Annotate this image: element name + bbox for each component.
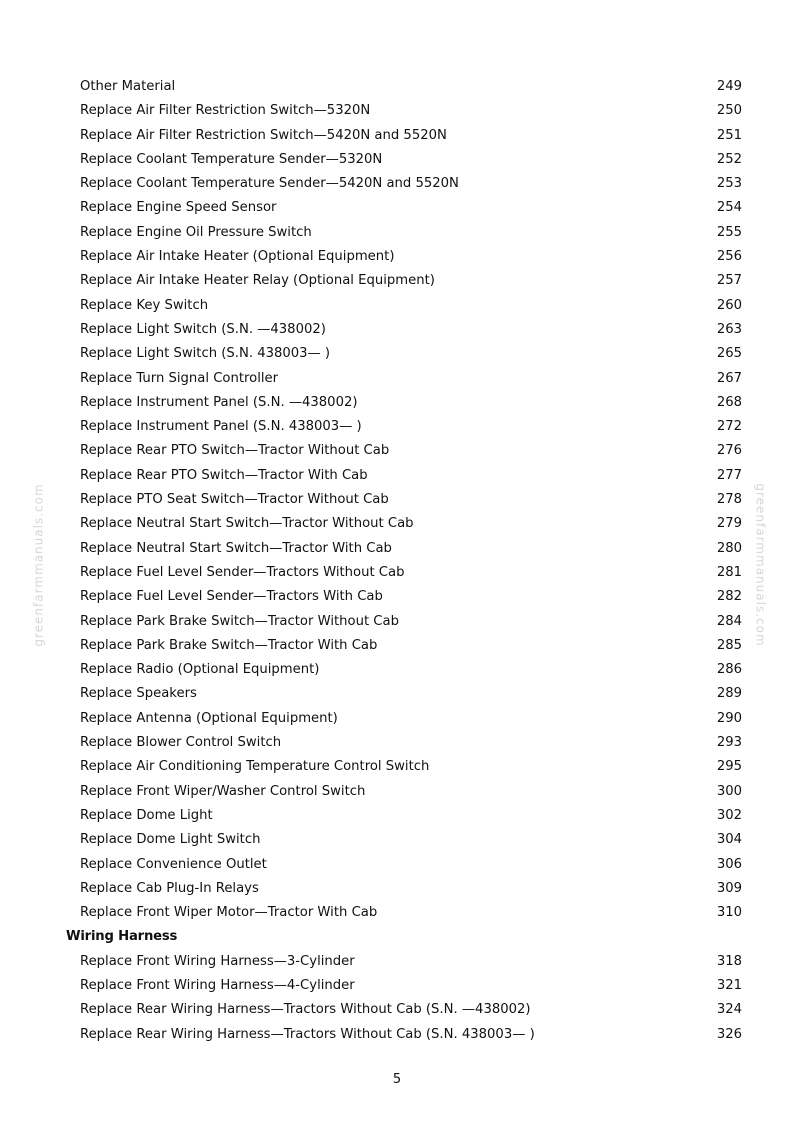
toc-entry-title: Replace Engine Oil Pressure Switch [80,224,312,240]
toc-entry[interactable] [0,464,794,488]
toc-entry-title: Replace Radio (Optional Equipment) [80,662,320,678]
toc-entry-page: 254 [716,200,742,216]
toc-entry-title: Replace Air Intake Heater (Optional Equipment) [80,249,395,265]
toc-entry-title: Replace Front Wiring Harness—4-Cylinder [80,977,355,993]
toc-entry-page: 306 [716,856,742,872]
toc-entry-page: 278 [716,492,742,508]
toc-entry-title: Replace Air Filter Restriction Switch—5320N [80,103,371,119]
toc-entry-title: Replace Instrument Panel (S.N. 438003— ) [80,419,362,435]
toc-entry[interactable] [0,658,794,682]
toc-entry-page: 304 [716,832,742,848]
toc-entry[interactable] [0,367,794,391]
toc-entry-page: 326 [716,1026,742,1042]
toc-entry-page: 267 [716,370,742,386]
toc-entry[interactable] [0,148,794,172]
toc-entry-title: Replace Dome Light [80,807,213,823]
toc-entry-page: 284 [716,613,742,629]
toc-entry[interactable] [0,124,794,148]
toc-entry[interactable] [0,901,794,925]
toc-entry-page: 279 [716,516,742,532]
toc-entry-title: Replace Rear Wiring Harness—Tractors Without Cab (S.N. 438003— ) [80,1026,535,1042]
toc-entry-title: Replace Cab Plug-In Relays [80,880,259,896]
toc-entry-page: 293 [716,735,742,751]
toc-entry[interactable] [0,780,794,804]
toc-entry[interactable] [0,828,794,852]
toc-entry[interactable] [0,342,794,366]
toc-entry-title: Replace Air Intake Heater Relay (Optional Equipment) [80,273,435,289]
toc-entry[interactable] [0,391,794,415]
toc-entry-title: Replace Park Brake Switch—Tractor With Cab [80,637,378,653]
toc-entry-page: 265 [716,346,742,362]
toc-entry[interactable] [0,1023,794,1047]
section-title: Wiring Harness [66,929,178,945]
toc-entry-title: Replace Air Filter Restriction Switch—5420N and 5520N [80,127,447,143]
toc-entry[interactable] [0,537,794,561]
toc-entry-page: 256 [716,249,742,265]
toc-entry-page: 268 [716,394,742,410]
toc-entry[interactable] [0,99,794,123]
toc-entry-page: 289 [716,686,742,702]
toc-entry[interactable] [0,974,794,998]
toc-entry[interactable] [0,561,794,585]
toc-entry-page: 300 [716,783,742,799]
toc-entry[interactable] [0,415,794,439]
toc-entry-title: Replace Rear PTO Switch—Tractor With Cab [80,467,368,483]
toc-entry[interactable] [0,707,794,731]
toc-entry-title: Replace Front Wiper/Washer Control Switch [80,783,366,799]
toc-entry-title: Replace Speakers [80,686,197,702]
toc-entry-title: Replace Convenience Outlet [80,856,267,872]
toc-entry[interactable] [0,439,794,463]
toc-entry-page: 257 [716,273,742,289]
toc-entry-title: Replace Instrument Panel (S.N. —438002) [80,394,358,410]
toc-entry-page: 249 [716,79,742,94]
toc-entry-title: Replace Neutral Start Switch—Tractor Without Cab [80,516,414,532]
table-of-contents [0,75,794,1047]
toc-entry[interactable] [0,318,794,342]
toc-entry[interactable] [0,877,794,901]
toc-entry[interactable] [0,682,794,706]
toc-entry-title: Replace Antenna (Optional Equipment) [80,710,338,726]
toc-entry[interactable] [0,950,794,974]
toc-entry[interactable] [0,998,794,1022]
toc-entry-title: Replace Front Wiper Motor—Tractor With Cab [80,905,378,921]
toc-entry-page: 251 [716,127,742,143]
toc-entry-page: 321 [716,977,742,993]
toc-entry-title: Replace Air Conditioning Temperature Control Switch [80,759,430,775]
toc-entry[interactable] [0,755,794,779]
toc-entry-title: Replace Light Switch (S.N. 438003— ) [80,346,331,362]
toc-entry-page: 295 [716,759,742,775]
toc-entry-title: Replace Park Brake Switch—Tractor Without Cab [80,613,399,629]
toc-entry-title: Replace Fuel Level Sender—Tractors Without Cab [80,564,405,580]
toc-entry-page: 318 [716,953,742,969]
toc-entry[interactable] [0,853,794,877]
toc-entry-page: 253 [716,176,742,192]
toc-entry[interactable] [0,221,794,245]
toc-entry-title: Replace Rear Wiring Harness—Tractors Without Cab (S.N. —438002) [80,1002,531,1018]
toc-entry-page: 260 [716,297,742,313]
toc-entry-title: Replace Key Switch [80,297,209,313]
toc-entry[interactable] [0,610,794,634]
toc-entry-page: 252 [716,151,742,167]
toc-entry-title: Replace Light Switch (S.N. —438002) [80,321,326,337]
toc-entry-title: Replace PTO Seat Switch—Tractor Without Cab [80,492,389,508]
toc-entry[interactable] [0,731,794,755]
toc-entry-title: Replace Coolant Temperature Sender—5320N [80,151,383,167]
toc-entry[interactable] [0,804,794,828]
page-number: 5 [392,1072,402,1087]
toc-entry-title: Replace Coolant Temperature Sender—5420N and 5520N [80,176,459,192]
toc-entry-title: Replace Fuel Level Sender—Tractors With Cab [80,589,383,605]
watermark-left: greenfarmmanuals.com [31,483,46,647]
toc-entry-title: Replace Dome Light Switch [80,832,261,848]
toc-entry[interactable] [0,172,794,196]
toc-entry-title: Replace Turn Signal Controller [80,370,279,386]
toc-entry-title: Replace Blower Control Switch [80,735,282,751]
toc-entry-page: 302 [716,807,742,823]
toc-entry-page: 286 [716,662,742,678]
toc-entry-page: 255 [716,224,742,240]
toc-entry[interactable] [0,585,794,609]
toc-entry-page: 285 [716,637,742,653]
toc-entry-title: Other Material [80,79,176,94]
toc-entry-title: Replace Front Wiring Harness—3-Cylinder [80,953,355,969]
toc-entry-title: Replace Neutral Start Switch—Tractor With Cab [80,540,392,556]
toc-entry-page: 309 [716,880,742,896]
toc-entry[interactable] [0,75,794,99]
toc-entry-page: 280 [716,540,742,556]
toc-entry-page: 282 [716,589,742,605]
toc-entry-page: 290 [716,710,742,726]
toc-entry[interactable] [0,294,794,318]
toc-entry-page: 272 [716,419,742,435]
toc-entry-page: 276 [716,443,742,459]
toc-entry-page: 263 [716,321,742,337]
toc-entry-title: Replace Engine Speed Sensor [80,200,277,216]
toc-entry[interactable] [0,245,794,269]
toc-entry-page: 324 [716,1002,742,1018]
toc-entry-page: 250 [716,103,742,119]
toc-entry[interactable] [0,269,794,293]
toc-entry[interactable] [0,634,794,658]
toc-entry-page: 277 [716,467,742,483]
toc-entry-page: 310 [716,905,742,921]
toc-entry-page: 281 [716,564,742,580]
toc-section-heading [0,925,794,949]
toc-entry[interactable] [0,488,794,512]
toc-entry[interactable] [0,196,794,220]
toc-entry-title: Replace Rear PTO Switch—Tractor Without Cab [80,443,390,459]
watermark-right: greenfarmmanuals.com [753,483,768,647]
toc-entry[interactable] [0,512,794,536]
